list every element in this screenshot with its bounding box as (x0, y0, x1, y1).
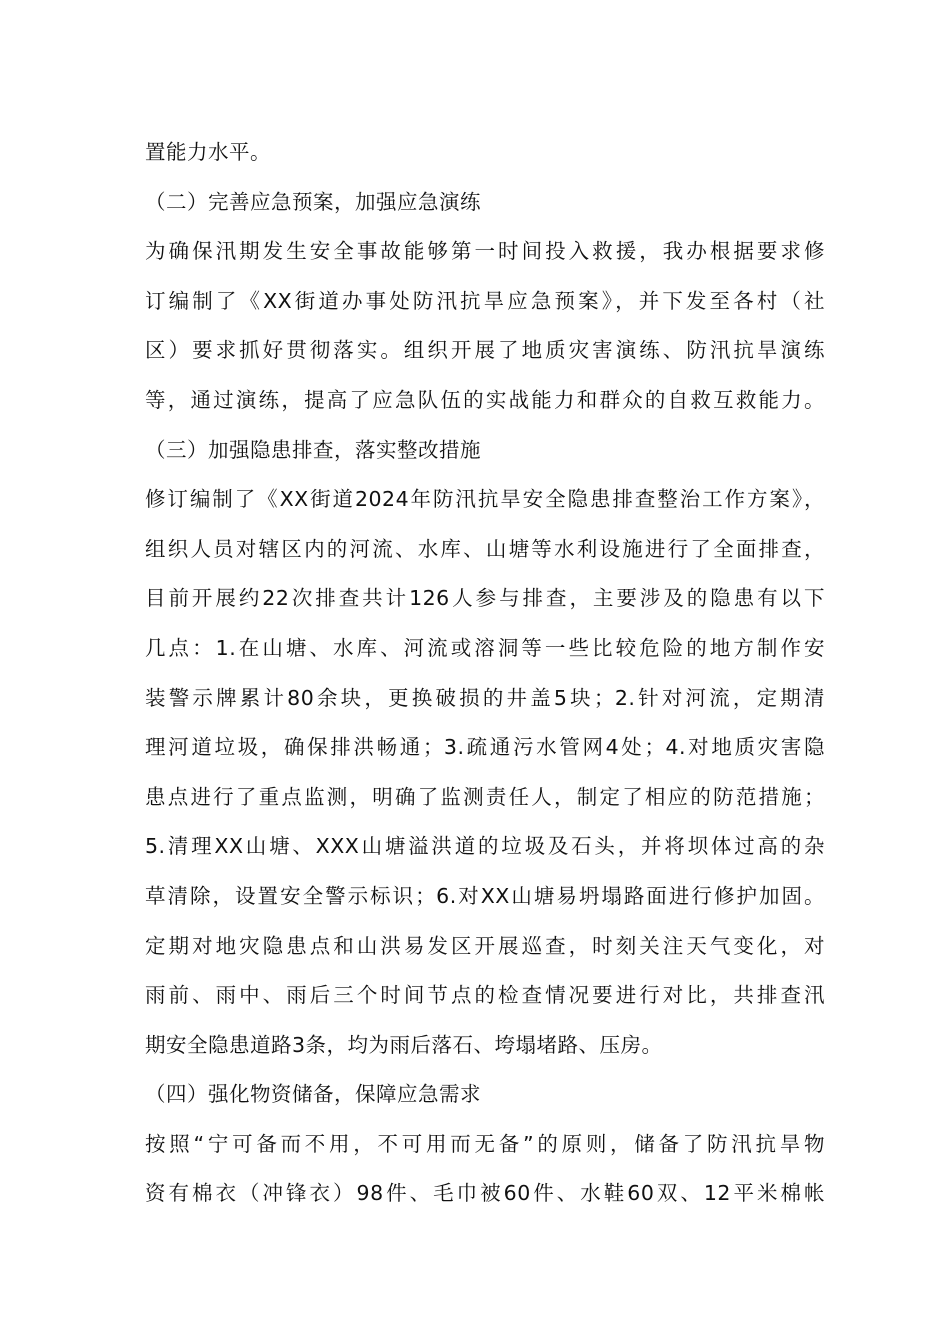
text-line: 雨前、雨中、雨后三个时间节点的检查情况要进行对比，共排查汛 (145, 983, 825, 1008)
text-line: 按照“宁可备而不用，不可用而无备”的原则，储备了防汛抗旱物 (145, 1131, 825, 1156)
text-line: 装警示牌累计80余块，更换破损的井盖5块；2.针对河流，定期清 (145, 685, 825, 710)
document-page (145, 128, 825, 1219)
text-line: 目前开展约22次排查共计126人参与排查，主要涉及的隐患有以下 (145, 586, 825, 611)
section-heading: （四）强化物资储备，保障应急需求 (145, 1082, 481, 1107)
text-line: 草清除，设置安全警示标识；6.对XX山塘易坍塌路面进行修护加固。 (145, 883, 825, 908)
text-line: 期安全隐患道路3条，均为雨后落石、垮塌堵路、压房。 (145, 1032, 663, 1057)
text-line: 置能力水平。 (145, 140, 271, 164)
section-heading: （三）加强隐患排查，落实整改措施 (145, 437, 481, 462)
section-heading: （二）完善应急预案，加强应急演练 (145, 189, 481, 214)
text-line: 等，通过演练，提高了应急队伍的实战能力和群众的自救互救能力。 (145, 387, 825, 412)
text-line: 资有棉衣（冲锋衣）98件、毛巾被60件、水鞋60双、12平米棉帐 (145, 1181, 825, 1206)
text-line: 区）要求抓好贯彻落实。组织开展了地质灾害演练、防汛抗旱演练 (145, 338, 825, 363)
text-line: 患点进行了重点监测，明确了监测责任人，制定了相应的防范措施； (145, 784, 825, 809)
text-line: 组织人员对辖区内的河流、水库、山塘等水利设施进行了全面排查， (145, 536, 825, 561)
text-line: 几点：1.在山塘、水库、河流或溶洞等一些比较危险的地方制作安 (145, 635, 825, 660)
text-line: 订编制了《XX街道办事处防汛抗旱应急预案》，并下发至各村（社 (145, 288, 825, 313)
text-line: 修订编制了《XX街道2024年防汛抗旱安全隐患排查整治工作方案》， (145, 487, 825, 512)
text-line: 为确保汛期发生安全事故能够第一时间投入救援，我办根据要求修 (145, 239, 825, 264)
text-line: 5.清理XX山塘、XXX山塘溢洪道的垃圾及石头，并将坝体过高的杂 (145, 834, 825, 859)
text-line: 理河道垃圾，确保排洪畅通；3.疏通污水管网4处；4.对地质灾害隐 (145, 735, 825, 760)
text-line: 定期对地灾隐患点和山洪易发区开展巡查，时刻关注天气变化，对 (145, 933, 825, 958)
